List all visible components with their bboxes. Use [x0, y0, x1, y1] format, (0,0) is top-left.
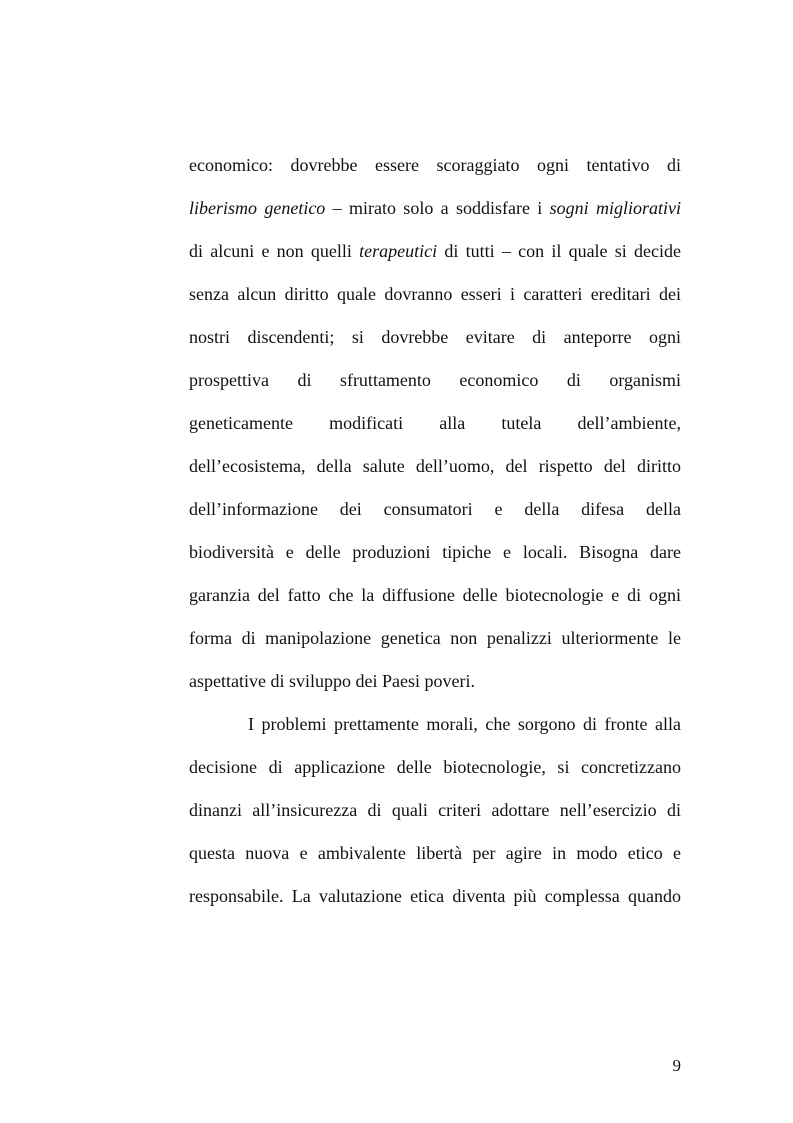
- paragraph-1-line-6: prospettiva di sfruttamento economico di organismi: [189, 370, 681, 390]
- paragraph-2-line-2: decisione di applicazione delle biotecnologie, si concretizzano: [189, 757, 681, 777]
- paragraph-1-line-1: economico: dovrebbe essere scoraggiato ogni tentativo di: [189, 155, 681, 175]
- paragraph-1-line-10: biodiversità e delle produzioni tipiche e locali. Bisogna dare: [189, 542, 681, 562]
- paragraph-1-line-7: geneticamente modificati alla tutela dell’ambiente,: [189, 413, 681, 433]
- paragraph-1-line-13: aspettative di sviluppo dei Paesi poveri.: [189, 671, 475, 691]
- paragraph-1-line-9: dell’informazione dei consumatori e della difesa della: [189, 499, 681, 519]
- paragraph-2-line-3: dinanzi all’insicurezza di quali criteri adottare nell’esercizio di: [189, 800, 681, 820]
- paragraph-1-line-3: [189, 230, 681, 273]
- emphasis-sogni-migliorativi: sogni migliorativi: [549, 198, 681, 218]
- page-number: 9: [672, 1056, 681, 1075]
- paragraph-1-line-11: garanzia del fatto che la diffusione delle biotecnologie e di ogni: [189, 585, 681, 605]
- body-text: [189, 144, 681, 918]
- paragraph-1-line-12: forma di manipolazione genetica non penalizzi ulteriormente le: [189, 628, 681, 648]
- emphasis-terapeutici: terapeutici: [359, 241, 438, 261]
- line-3-start: di alcuni e non quelli: [189, 241, 360, 261]
- paragraph-1-line-4: senza alcun diritto quale dovranno esseri i caratteri ereditari dei: [189, 284, 681, 304]
- line-2-middle: – mirato solo a soddisfare i: [325, 198, 550, 218]
- paragraph-2-line-5: responsabile. La valutazione etica diventa più complessa quando: [189, 886, 681, 906]
- paragraph-2-line-1: I problemi prettamente morali, che sorgono di fronte alla: [248, 714, 681, 734]
- paragraph-2-line-4: questa nuova e ambivalente libertà per agire in modo etico e: [189, 843, 681, 863]
- paragraph-1-line-5: nostri discendenti; si dovrebbe evitare di anteporre ogni: [189, 327, 681, 347]
- paragraph-1-line-8: dell’ecosistema, della salute dell’uomo, del rispetto del diritto: [189, 456, 681, 476]
- line-3-end: di tutti – con il quale si decide: [437, 241, 681, 261]
- emphasis-liberismo-genetico: liberismo genetico: [189, 198, 326, 218]
- paragraph-1-line-2: [189, 187, 681, 230]
